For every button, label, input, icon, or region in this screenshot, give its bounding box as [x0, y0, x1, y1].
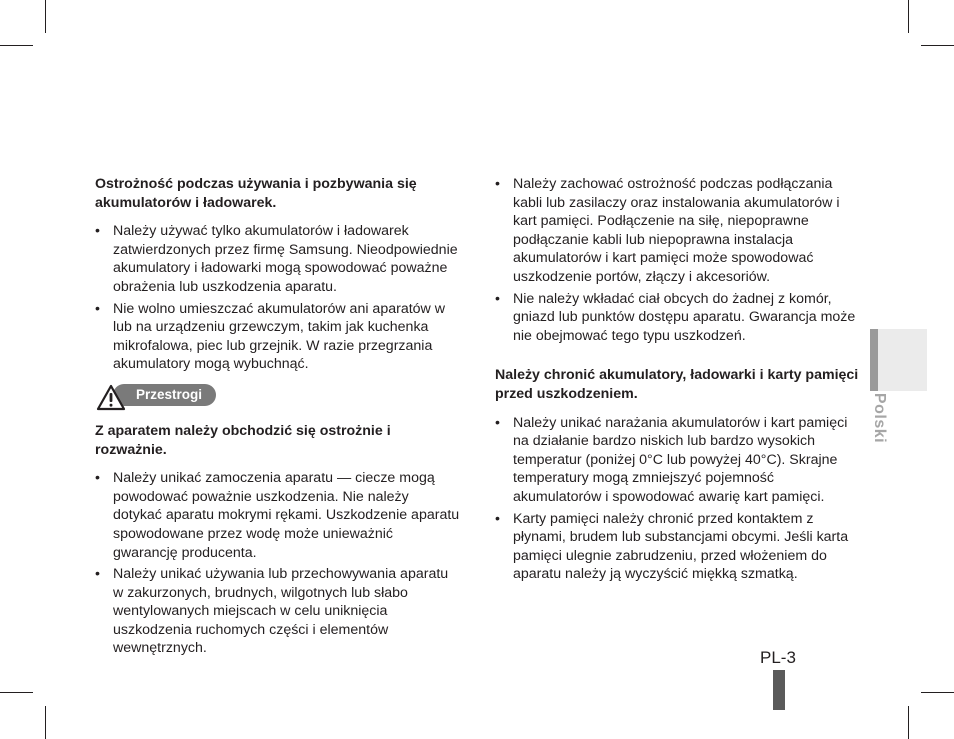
section-heading: Z aparatem należy obchodzić się ostrożnie i rozważnie.: [95, 422, 391, 458]
list-item: [95, 469, 460, 562]
section-heading: Należy chronić akumulatory, ładowarki i karty pamięci przed uszkodzeniem.: [495, 367, 859, 402]
section-heading: Ostrożność podczas używania i pozbywania się akumulatorów i ładowarek.: [95, 176, 417, 211]
list-item: [495, 290, 860, 346]
list-item-text: Należy zachować ostrożność podczas podłączania kabli lub zasilaczy oraz instalowania akumulatorów i kart pamięci. Podłączenie na siłę, niepoprawne podłączanie kabli lub niepoprawna instalacja akumulatorów i kart pamięci może spowodować uszkodzenie portów, złączy i akcesoriów.: [513, 176, 840, 285]
crop-mark: [908, 706, 909, 739]
list-item: [495, 175, 860, 287]
bullet-icon: •: [495, 290, 500, 307]
caution-label: [95, 382, 460, 412]
bullet-icon: •: [95, 223, 100, 240]
bullet-list: [95, 222, 460, 374]
crop-mark: [45, 0, 46, 33]
list-item: [95, 300, 460, 374]
list-item-text: Nie należy wkładać ciał obcych do żadnej z komór, gniazd lub punktów dostępu aparatu. Gwarancja może nie obejmować tego typu uszkodzeń.: [513, 290, 856, 344]
list-item: [95, 565, 460, 658]
bullet-icon: •: [495, 176, 500, 192]
bullet-list: [495, 414, 860, 584]
bullet-icon: •: [95, 300, 100, 317]
bullet-list: [495, 175, 860, 345]
list-item: [495, 510, 860, 584]
left-column: [95, 175, 460, 661]
crop-mark: [45, 706, 46, 739]
bullet-icon: •: [495, 414, 500, 431]
page-marker-bar: [773, 670, 785, 710]
caution-badge: Przestrogi: [113, 384, 216, 406]
bullet-icon: •: [495, 510, 500, 527]
list-item-text: Należy unikać używania lub przechowywania aparatu w zakurzonych, brudnych, wilgotnych lub słabo wentylowanych miejscach w celu uniknięcia uszkodzenia ruchomych części i elementów wewnętrznych.: [113, 566, 449, 657]
crop-mark: [921, 692, 954, 693]
crop-mark: [908, 0, 909, 33]
language-tab-bar: [870, 329, 878, 391]
bullet-icon: •: [95, 470, 100, 487]
page-number: PL-3: [760, 648, 796, 667]
list-item-text: Karty pamięci należy chronić przed kontaktem z płynami, brudem lub substancjami obcymi. Jeśli karta pamięci ulegnie zabrudzeniu, przed włożeniem do aparatu należy ją wyczyścić miękką szmatką.: [513, 510, 849, 583]
list-item-text: Należy unikać narażania akumulatorów i kart pamięci na działanie bardzo niskich lub bardzo wysokich temperatur (poniżej 0°C lub powyżej 40°C). Skrajne temperatury mogą zmniejszyć pojemność akumulatorów i spowodować awarię kart pamięci.: [513, 414, 848, 505]
language-tab-box: [870, 329, 927, 391]
bullet-icon: •: [95, 566, 100, 583]
crop-mark: [921, 45, 954, 46]
crop-mark: [0, 692, 33, 693]
list-item-text: Nie wolno umieszczać akumulatorów ani aparatów w lub na urządzeniu grzewczym, takim jak kuchenka mikrofalowa, piec lub grzejnik. W razie przegrzania akumulatory mogą wybuchnąć.: [113, 300, 445, 373]
crop-mark: [0, 45, 33, 46]
list-item-text: Należy używać tylko akumulatorów i ładowarek zatwierdzonych przez firmę Samsung. Nieodpowiednie akumulatory i ładowarki mogą spowodować poważne obrażenia lub uszkodzenia aparatu.: [113, 223, 458, 295]
list-item: [495, 414, 860, 507]
language-tab-label: Polski: [871, 392, 888, 444]
right-column: [495, 175, 860, 587]
bullet-list: [95, 469, 460, 658]
list-item: [95, 222, 460, 296]
list-item-text: Należy unikać zamoczenia aparatu — ciecze mogą powodować poważnie uszkodzenia. Nie należy dotykać aparatu mokrymi rękami. Uszkodzenie aparatu spowodowane przez wodę może unieważnić gwarancję producenta.: [113, 470, 460, 561]
warning-icon: [96, 384, 126, 411]
